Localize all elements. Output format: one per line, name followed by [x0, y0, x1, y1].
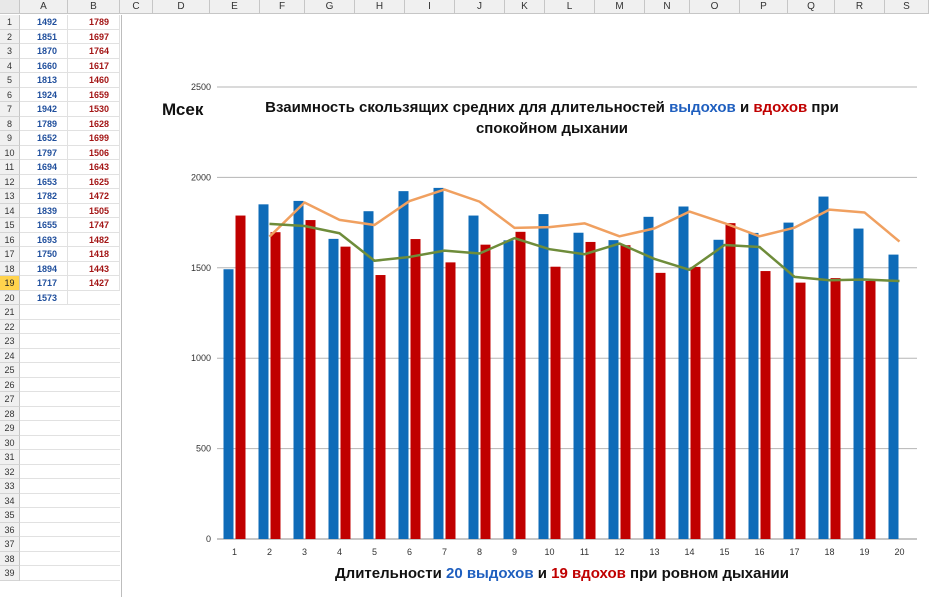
- x-tick-label: 2: [266, 547, 273, 557]
- cell-a11[interactable]: 1694: [20, 160, 68, 175]
- row-header-19[interactable]: 19: [0, 276, 20, 291]
- grid-row: [20, 523, 120, 538]
- chart[interactable]: [122, 15, 929, 597]
- row-header-13[interactable]: 13: [0, 189, 20, 204]
- x-axis-label-part: 20: [445, 565, 463, 582]
- x-axis-label-part: вдохов: [567, 565, 626, 582]
- y-tick-label: 1000: [190, 353, 211, 364]
- inhale-bar-1[interactable]: [236, 216, 246, 539]
- row-header-17[interactable]: 17: [0, 247, 20, 262]
- row-header-35[interactable]: 35: [0, 508, 20, 523]
- column-header-c[interactable]: C: [120, 0, 153, 14]
- column-header-e[interactable]: E: [210, 0, 260, 14]
- cell-b11[interactable]: 1643: [68, 160, 120, 175]
- cell-a19[interactable]: 1717: [20, 276, 68, 291]
- x-tick-label: 10: [544, 547, 555, 557]
- exhale-bar-18[interactable]: [819, 197, 829, 539]
- x-axis-label-part: Длительности: [335, 565, 446, 582]
- x-axis-label: [335, 565, 789, 582]
- exhale-bar-6[interactable]: [399, 191, 409, 539]
- x-tick-label: 19: [859, 547, 870, 557]
- x-tick-label: 13: [649, 547, 660, 557]
- inhale-bar-19[interactable]: [866, 281, 876, 539]
- inhale-bar-13[interactable]: [656, 273, 666, 539]
- x-axis-label-part: 19: [551, 565, 568, 582]
- x-tick-label: 9: [511, 547, 518, 557]
- row-header-24[interactable]: 24: [0, 349, 20, 364]
- chart-title-part: Взаимность скользящих средних для длительностей: [265, 99, 670, 116]
- exhale-bar-1[interactable]: [224, 269, 234, 539]
- y-tick-label: 500: [195, 443, 211, 454]
- cell-a2[interactable]: 1851: [20, 30, 68, 45]
- row-header-7[interactable]: 7: [0, 102, 20, 117]
- cell-a7[interactable]: 1942: [20, 102, 68, 117]
- column-header-o[interactable]: O: [690, 0, 740, 14]
- x-tick-label: 20: [894, 547, 905, 557]
- inhale-bar-7[interactable]: [446, 262, 456, 539]
- row-header-30[interactable]: 30: [0, 436, 20, 451]
- y-tick-label: 2000: [190, 172, 211, 183]
- row-header-11[interactable]: 11: [0, 160, 20, 175]
- grid-row: [20, 552, 120, 567]
- exhale-bar-7[interactable]: [434, 188, 444, 539]
- cell-a13[interactable]: 1782: [20, 189, 68, 204]
- exhale-bar-19[interactable]: [854, 229, 864, 539]
- cell-a16[interactable]: 1693: [20, 233, 68, 248]
- column-header-r[interactable]: R: [835, 0, 885, 14]
- column-header-m[interactable]: M: [595, 0, 645, 14]
- grid-row: [20, 508, 120, 523]
- row-header-1[interactable]: 1: [0, 15, 20, 30]
- row-header-10[interactable]: 10: [0, 146, 20, 161]
- select-all-corner[interactable]: [0, 0, 20, 14]
- exhale-bar-9[interactable]: [504, 240, 514, 539]
- grid-row: [20, 450, 120, 465]
- row-header-33[interactable]: 33: [0, 479, 20, 494]
- column-header-k[interactable]: K: [505, 0, 545, 14]
- row-header-16[interactable]: 16: [0, 233, 20, 248]
- x-tick-label: 1: [231, 547, 238, 557]
- column-header-j[interactable]: J: [455, 0, 505, 14]
- x-tick-label: 16: [754, 547, 765, 557]
- cell-b9[interactable]: 1699: [68, 131, 120, 146]
- column-header-i[interactable]: I: [405, 0, 455, 14]
- grid-row: [20, 320, 120, 335]
- exhale-bar-15[interactable]: [714, 240, 724, 539]
- cell-a4[interactable]: 1660: [20, 59, 68, 74]
- y-tick-label: 1500: [190, 262, 211, 273]
- exhale-bar-8[interactable]: [469, 216, 479, 539]
- x-tick-label: 14: [684, 547, 695, 557]
- cell-a3[interactable]: 1870: [20, 44, 68, 59]
- cell-a14[interactable]: 1839: [20, 204, 68, 219]
- row-header-4[interactable]: 4: [0, 59, 20, 74]
- inhale-bar-16[interactable]: [761, 271, 771, 539]
- column-header-l[interactable]: L: [545, 0, 595, 14]
- chart-title-line2: спокойном дыхании: [475, 120, 629, 137]
- column-header-s[interactable]: S: [885, 0, 929, 14]
- row-header-32[interactable]: 32: [0, 465, 20, 480]
- x-tick-label: 4: [336, 547, 343, 557]
- cell-b19[interactable]: 1427: [68, 276, 120, 291]
- exhale-bar-13[interactable]: [644, 217, 654, 539]
- cell-b10[interactable]: 1506: [68, 146, 120, 161]
- row-header-31[interactable]: 31: [0, 450, 20, 465]
- row-header-9[interactable]: 9: [0, 131, 20, 146]
- cell-b12[interactable]: 1625: [68, 175, 120, 190]
- cell-a20[interactable]: 1573: [20, 291, 68, 306]
- gridlines: [217, 87, 917, 539]
- x-axis-label-part: при ровном дыхании: [625, 565, 789, 582]
- column-header-f[interactable]: F: [260, 0, 305, 14]
- row-header-15[interactable]: 15: [0, 218, 20, 233]
- chart-title-part: и: [735, 99, 754, 116]
- row-header-25[interactable]: 25: [0, 363, 20, 378]
- exhale-bar-5[interactable]: [364, 211, 374, 539]
- cell-b7[interactable]: 1530: [68, 102, 120, 117]
- inhale-bar-14[interactable]: [691, 267, 701, 539]
- row-header-20[interactable]: 20: [0, 291, 20, 306]
- y-tick-labels: [191, 82, 211, 544]
- cell-b18[interactable]: 1443: [68, 262, 120, 277]
- column-header-q[interactable]: Q: [788, 0, 835, 14]
- cell-b14[interactable]: 1505: [68, 204, 120, 219]
- cell-b6[interactable]: 1659: [68, 88, 120, 103]
- row-header-14[interactable]: 14: [0, 204, 20, 219]
- exhale-bar-20[interactable]: [889, 255, 899, 539]
- row-header-39[interactable]: 39: [0, 566, 20, 581]
- exhale-bar-14[interactable]: [679, 207, 689, 539]
- grid-row: [20, 305, 120, 320]
- cell-b15[interactable]: 1747: [68, 218, 120, 233]
- cell-b16[interactable]: 1482: [68, 233, 120, 248]
- row-header-21[interactable]: 21: [0, 305, 20, 320]
- exhale-bar-10[interactable]: [539, 214, 549, 539]
- x-tick-label: 7: [441, 547, 448, 557]
- row-header-18[interactable]: 18: [0, 262, 20, 277]
- cell-b4[interactable]: 1617: [68, 59, 120, 74]
- grid-row: [20, 334, 120, 349]
- column-header-d[interactable]: D: [153, 0, 210, 14]
- x-tick-label: 6: [406, 547, 413, 557]
- cell-a18[interactable]: 1894: [20, 262, 68, 277]
- grid-row: [20, 349, 120, 364]
- inhale-bar-15[interactable]: [726, 223, 736, 539]
- grid-row: [20, 436, 120, 451]
- chart-title-part: выдохов: [669, 99, 736, 116]
- row-header-23[interactable]: 23: [0, 334, 20, 349]
- exhale-bar-3[interactable]: [294, 201, 304, 539]
- column-header-g[interactable]: G: [305, 0, 355, 14]
- inhale-bar-3[interactable]: [306, 220, 316, 539]
- inhale-bar-9[interactable]: [516, 232, 526, 539]
- row-header-22[interactable]: 22: [0, 320, 20, 335]
- cell-a5[interactable]: 1813: [20, 73, 68, 88]
- cell-a12[interactable]: 1653: [20, 175, 68, 190]
- x-tick-label: 18: [824, 547, 835, 557]
- exhale-bar-16[interactable]: [749, 233, 759, 539]
- row-header-27[interactable]: 27: [0, 392, 20, 407]
- grid-row: [20, 392, 120, 407]
- cell-b1[interactable]: 1789: [68, 15, 120, 30]
- x-axis-label-part: выдохов: [462, 565, 534, 582]
- cell-b3[interactable]: 1764: [68, 44, 120, 59]
- inhale-bar-18[interactable]: [831, 278, 841, 539]
- grid-row: [20, 465, 120, 480]
- cell-b2[interactable]: 1697: [68, 30, 120, 45]
- x-tick-label: 8: [476, 547, 483, 557]
- cell-a6[interactable]: 1924: [20, 88, 68, 103]
- chart-title-part: при: [807, 99, 839, 116]
- exhale-bar-2[interactable]: [259, 204, 269, 539]
- y-tick-label: 2500: [190, 82, 211, 92]
- chart-area[interactable]: [121, 15, 929, 597]
- row-header-8[interactable]: 8: [0, 117, 20, 132]
- row-header-12[interactable]: 12: [0, 175, 20, 190]
- grid-row: [20, 363, 120, 378]
- column-header-b[interactable]: B: [68, 0, 120, 14]
- grid-row: [20, 566, 120, 581]
- cell-a8[interactable]: 1789: [20, 117, 68, 132]
- cell-a9[interactable]: 1652: [20, 131, 68, 146]
- cell-a10[interactable]: 1797: [20, 146, 68, 161]
- x-axis-label-part: и: [533, 565, 552, 582]
- row-header-5[interactable]: 5: [0, 73, 20, 88]
- row-header-26[interactable]: 26: [0, 378, 20, 393]
- column-header-n[interactable]: N: [645, 0, 690, 14]
- cell-b13[interactable]: 1472: [68, 189, 120, 204]
- row-header-6[interactable]: 6: [0, 88, 20, 103]
- cell-b8[interactable]: 1628: [68, 117, 120, 132]
- bars: [224, 188, 899, 539]
- column-header-a[interactable]: A: [20, 0, 68, 14]
- x-tick-label: 5: [371, 547, 378, 557]
- row-header-37[interactable]: 37: [0, 537, 20, 552]
- x-tick-label: 11: [579, 547, 590, 557]
- column-header-p[interactable]: P: [740, 0, 788, 14]
- x-tick-label: 3: [301, 547, 308, 557]
- cell-b5[interactable]: 1460: [68, 73, 120, 88]
- exhale-bar-11[interactable]: [574, 233, 584, 539]
- grid-row: [20, 378, 120, 393]
- inhale-bar-4[interactable]: [341, 247, 351, 539]
- x-tick-label: 12: [614, 547, 625, 557]
- grid-row: [20, 537, 120, 552]
- y-tick-label: 0: [205, 534, 211, 544]
- row-header-3[interactable]: 3: [0, 44, 20, 59]
- grid-row: [20, 479, 120, 494]
- inhale-bar-17[interactable]: [796, 283, 806, 539]
- row-header-28[interactable]: 28: [0, 407, 20, 422]
- x-tick-label: 15: [719, 547, 730, 557]
- x-tick-label: 17: [789, 547, 800, 557]
- inhale-bar-11[interactable]: [586, 242, 596, 539]
- inhale-bar-2[interactable]: [271, 232, 281, 539]
- inhale-bar-5[interactable]: [376, 275, 386, 539]
- inhale-bar-8[interactable]: [481, 245, 491, 539]
- exhale-bar-12[interactable]: [609, 240, 619, 539]
- column-header-h[interactable]: H: [355, 0, 405, 14]
- y-axis-label: Мсек: [162, 100, 204, 119]
- grid-row: [20, 494, 120, 509]
- grid-row: [20, 421, 120, 436]
- cell-a15[interactable]: 1655: [20, 218, 68, 233]
- inhale-bar-10[interactable]: [551, 267, 561, 539]
- row-header-2[interactable]: 2: [0, 30, 20, 45]
- row-header-34[interactable]: 34: [0, 494, 20, 509]
- cell-a1[interactable]: 1492: [20, 15, 68, 30]
- chart-title-part: вдохов: [753, 99, 808, 116]
- exhale-bar-4[interactable]: [329, 239, 339, 539]
- row-header-36[interactable]: 36: [0, 523, 20, 538]
- x-tick-labels: [232, 547, 905, 557]
- row-header-38[interactable]: 38: [0, 552, 20, 567]
- row-header-29[interactable]: 29: [0, 421, 20, 436]
- grid-row: [20, 407, 120, 422]
- cell-a17[interactable]: 1750: [20, 247, 68, 262]
- cell-b17[interactable]: 1418: [68, 247, 120, 262]
- inhale-bar-12[interactable]: [621, 245, 631, 539]
- chart-title: [265, 99, 839, 116]
- inhale-bar-6[interactable]: [411, 239, 421, 539]
